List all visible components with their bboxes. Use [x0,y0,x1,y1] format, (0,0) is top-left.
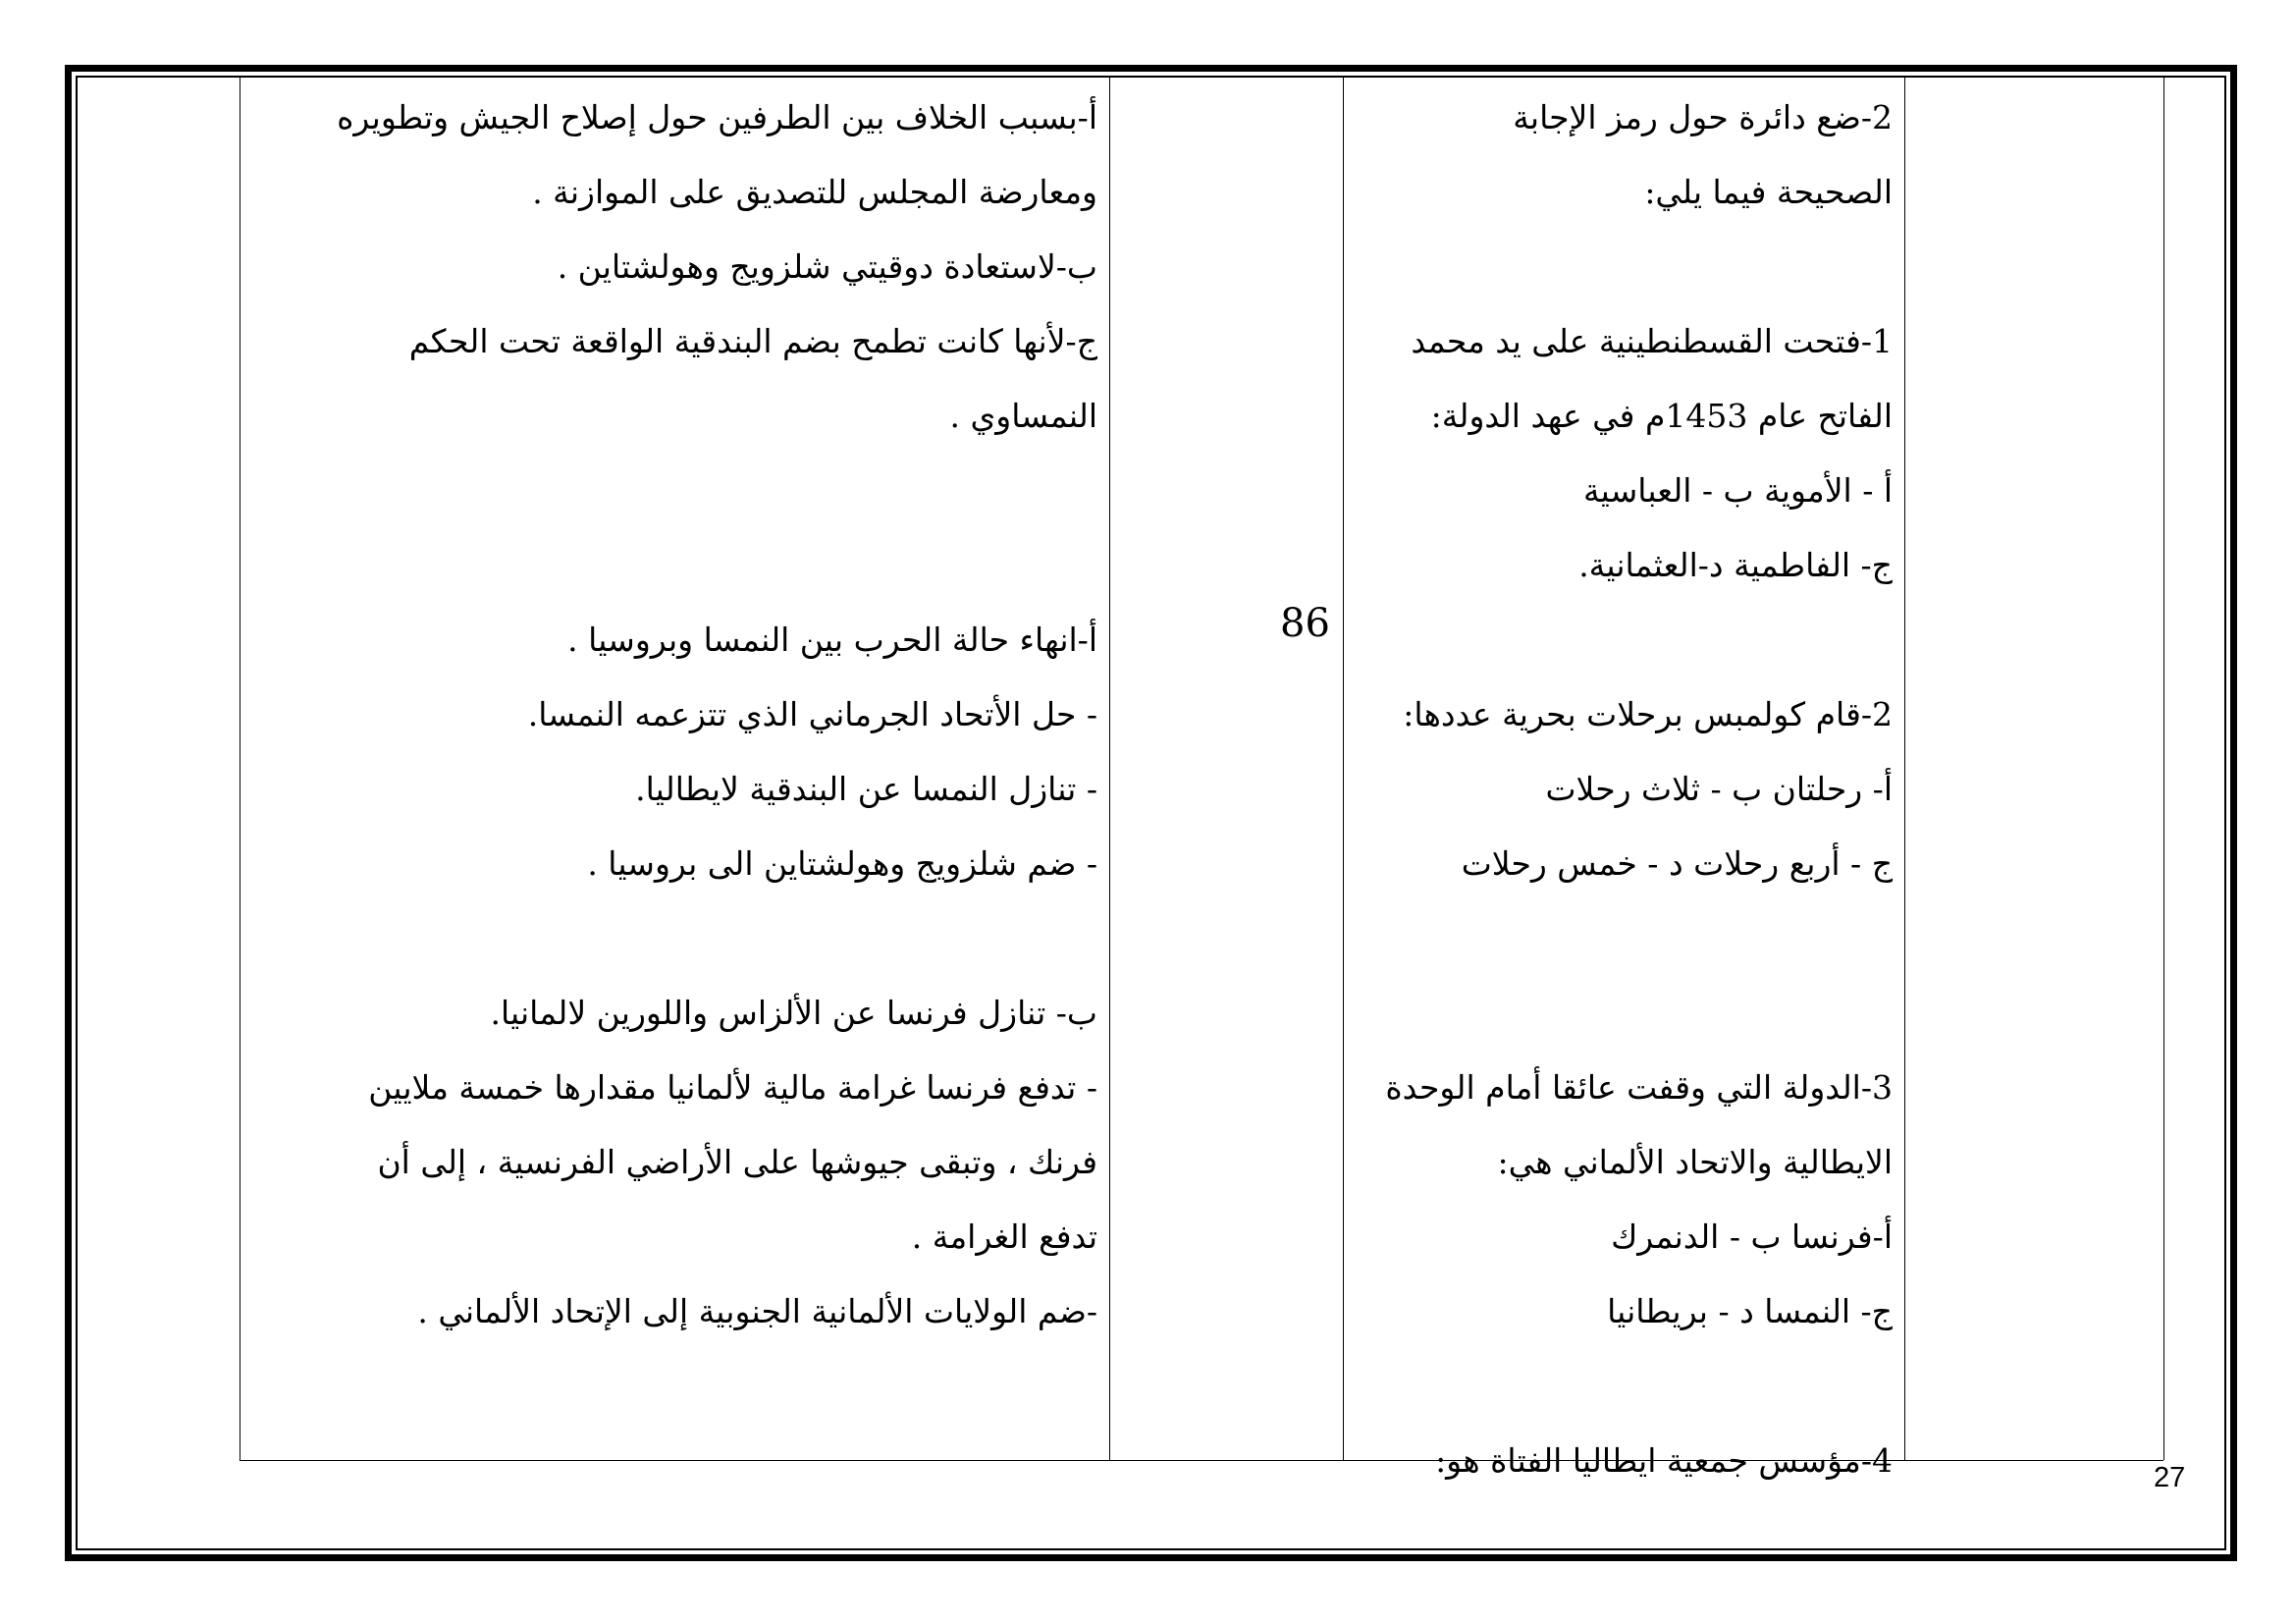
spacer [1355,603,1893,677]
answer-3-line1: ب- تنازل فرنسا عن الألزاس واللورين لالمانيا. [490,994,1097,1032]
question-4-line1: 4-مؤسس جمعية ايطاليا الفتاة هو: [1435,1441,1893,1480]
question-3-line1: 3-الدولة التي وقفت عائقا أمام الوحدة [1385,1068,1893,1107]
question-1-options-b: ج- الفاطمية د-العثمانية. [1578,546,1893,584]
table-line-answers-right [1109,78,1110,1460]
question-3-options-b: ج- النمسا د - بريطانيا [1607,1292,1893,1330]
answer-1-line3: ب-لاستعادة دوقيتي شلزويج وهولشتاين . [557,247,1097,286]
spacer [251,454,1097,603]
spacer [1355,901,1893,1051]
question-2-options-b: ج - أربع رحلات د - خمس رحلات [1461,844,1893,883]
questions-heading-line2: الصحيحة فيما يلي: [1644,173,1893,211]
question-1-line2: الفاتح عام 1453م في عهد الدولة: [1430,397,1893,435]
page-number: 27 [2154,1462,2186,1493]
question-1-options-a: أ - الأموية ب - العباسية [1582,471,1893,510]
question-2-options-a: أ- رحلتان ب - ثلاث رحلات [1545,770,1893,808]
answers-column [251,81,1097,1349]
answer-2-line2: - حل الأتحاد الجرماني الذي تتزعمه النمسا. [527,695,1097,733]
answer-2-line3: - تنازل النمسا عن البندقية لايطاليا. [635,770,1097,808]
question-1-line1: 1-فتحت القسطنطينية على يد محمد [1411,322,1893,360]
question-3-options-a: أ-فرنسا ب - الدنمرك [1611,1218,1893,1256]
answer-2-line4: - ضم شلزويج وهولشتاين الى بروسيا . [587,844,1097,883]
answer-3-line3: فرنك ، وتبقى جيوشها على الأراضي الفرنسية ، إلى أن [377,1143,1097,1181]
spacer [1355,230,1893,304]
question-3-line2: الايطالية والاتحاد الألماني هي: [1497,1143,1893,1181]
question-2-line1: 2-قام كولمبس برحلات بحرية عددها: [1403,695,1893,733]
answer-3-line2: - تدفع فرنسا غرامة مالية لألمانيا مقدارها خمسة ملايين [368,1068,1097,1107]
questions-column [1355,81,1893,1498]
answer-1-line4: ج-لأنها كانت تطمح بضم البندقية الواقعة تحت الحكم [408,322,1097,360]
spacer [251,901,1097,976]
answer-2-line1: أ-انهاء حالة الحرب بين النمسا وبروسيا . [567,621,1097,659]
questions-heading-line1: 2-ضع دائرة حول رمز الإجابة [1513,98,1893,136]
answer-1-line5: النمساوي . [949,397,1097,435]
table-line-score-right [1343,78,1344,1460]
table-line-questions-right [1904,78,1905,1460]
answer-3-line4: تدفع الغرامة . [911,1218,1097,1256]
answer-1-line2: ومعارضة المجلس للتصديق على الموازنة . [532,173,1097,211]
score-value: 86 [1280,601,1330,646]
spacer [1355,1349,1893,1424]
table-line-far-right [2163,78,2164,1460]
answer-3-line5: -ضم الولايات الألمانية الجنوبية إلى الإتحاد الألماني . [417,1292,1097,1330]
answer-1-line1: أ-بسبب الخلاف بين الطرفين حول إصلاح الجيش وتطويره [337,98,1097,136]
